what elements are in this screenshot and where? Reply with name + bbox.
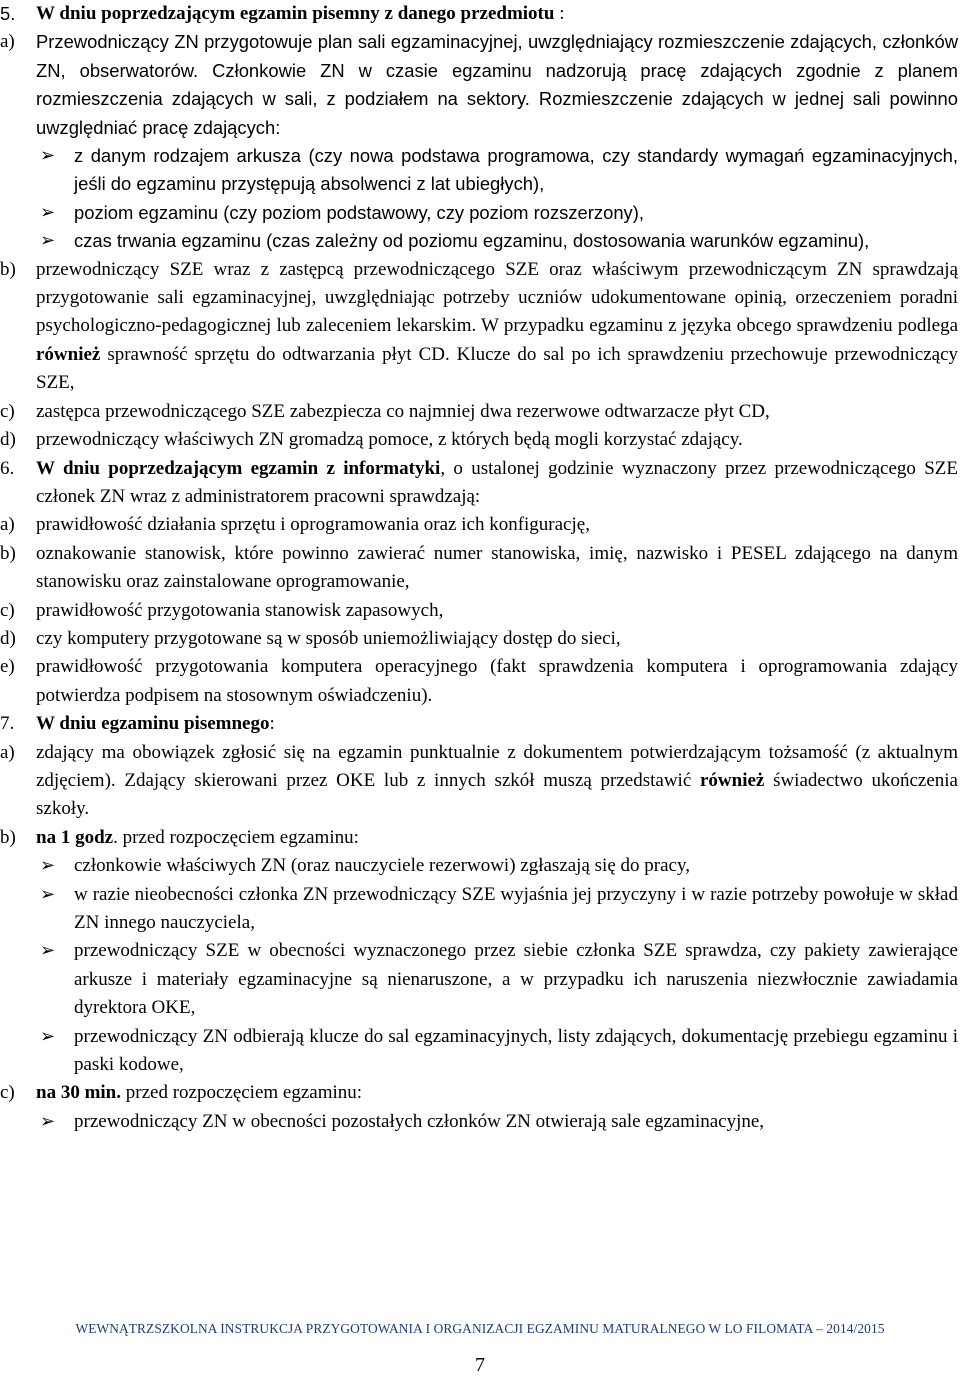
item-text: prawidłowość przygotowania stanowisk zapasowych,: [36, 599, 444, 621]
item-text-part: zdający ma obowiązek zgłosić się na egzamin punktualnie z dokumentem potwierdzającym tożsamość (z aktualnym zdjęciem). Zdający skierowani przez OKE lub z innych szkół muszą przedstawić: [36, 741, 958, 791]
item-label: c): [0, 400, 15, 422]
item-text-part: Rozmieszczenie zdających w jednej sali powinno uwzględniać pracę zdających:: [36, 88, 958, 138]
item-label: d): [0, 627, 16, 649]
item-text-bold: również: [36, 343, 101, 365]
bullet-text: przewodniczący SZE w obecności wyznaczonego przez siebie członka SZE sprawdza, czy pakiety zawierające arkusze i materiały egzaminacyjne są nienaruszone, a w przypadku ich naruszenia niezwłocznie zawiadamia dyrektora OKE,: [74, 940, 958, 1019]
arrowhead-bullet-icon: ➢: [40, 940, 56, 962]
section-7-item-c: [0, 1079, 958, 1107]
section-title: W dniu egzaminu pisemnego: [36, 713, 270, 735]
item-label: e): [0, 656, 15, 678]
item-text-part: przewodniczący SZE wraz z zastępcą przewodniczącego SZE oraz właściwym przewodniczącym ZN sprawdzają przygotowanie sali egzaminacyjnej, uwzględniając potrzeby uczniów udokumentowane opinią, orzeczeniem poradni psychologiczno-pedagogicznej lub zaleceniem lekarskim. W przypadku egzaminu z języka obcego sprawdzeniu podlega: [36, 258, 958, 337]
section-5: [0, 0, 958, 28]
item-label: b): [0, 258, 16, 280]
item-text-part: Przewodniczący ZN przygotowuje plan sali egzaminacyjnej, uwzględniający rozmieszczenie zdających, członków ZN, obserwatorów. Członkowie ZN w czasie egzaminu nadzorują pracę zdających zgodnie z planem rozmieszczenia zdających w sali, z podziałem na sektory.: [36, 31, 958, 110]
item-label: a): [0, 31, 15, 53]
item-text: [36, 28, 958, 142]
item-text-part: przed rozpoczęciem egzaminu:: [121, 1082, 363, 1104]
page-footer: WEWNĄTRZSZKOLNA INSTRUKCJA PRZYGOTOWANIA I ORGANIZACJI EGZAMINU MATURALNEGO W LO FILOMATA – 2014/2015: [75, 1321, 885, 1336]
item-text: czy komputery przygotowane są w sposób uniemożliwiający dostęp do sieci,: [36, 627, 621, 649]
item-text-bold: również: [699, 769, 765, 791]
item-text-bold: na 30 min.: [36, 1082, 121, 1104]
section-number: 7.: [0, 713, 15, 735]
bullet-item: [36, 199, 958, 227]
bullet-text: w razie nieobecności członka ZN przewodniczący SZE wyjaśnia jej przyczyny i w razie potrzeby powołuje w skład ZN innego nauczyciela,: [74, 883, 958, 933]
page-number: 7: [475, 1354, 485, 1376]
item-text: przewodniczący właściwych ZN gromadzą pomoce, z których będą mogli korzystać zdający.: [36, 429, 743, 451]
item-text-part: sprawność sprzętu do odtwarzania płyt CD. Klucze do sal po ich sprawdzeniu przechowuje przewodniczący SZE,: [36, 343, 958, 394]
arrowhead-bullet-icon: ➢: [40, 201, 56, 223]
bullet-text: z danym rodzajem arkusza (czy nowa podstawa programowa, czy standardy wymagań egzaminacyjnych, jeśli do egzaminu przystępują absolwenci z lat ubiegłych),: [74, 145, 958, 195]
section-number: 6.: [0, 457, 15, 479]
section-5-item-a: [0, 28, 958, 142]
bullet-text: przewodniczący ZN w obecności pozostałych członków ZN otwierają sale egzaminacyjne,: [74, 1110, 765, 1132]
item-label: a): [0, 514, 15, 536]
bullet-item: [36, 227, 958, 255]
item-label: c): [0, 599, 15, 621]
arrowhead-bullet-icon: ➢: [40, 230, 56, 252]
item-text: [36, 824, 958, 852]
arrowhead-bullet-icon: ➢: [40, 1110, 56, 1132]
item-text: prawidłowość działania sprzętu i oprogramowania oraz ich konfigurację,: [36, 514, 590, 536]
section-5-item-c: [0, 398, 958, 426]
section-title: W dniu poprzedzającym egzamin pisemny z danego przedmiotu: [36, 3, 555, 24]
section-6-item-c: [0, 597, 958, 625]
section-6-item-e: [0, 653, 958, 710]
bullet-item: [36, 142, 958, 199]
arrowhead-bullet-icon: ➢: [40, 1025, 56, 1047]
section-title: W dniu poprzedzającym egzamin z informatyki: [36, 457, 441, 479]
bullet-text: przewodniczący ZN odbierają klucze do sal egzaminacyjnych, listy zdających, dokumentację przebiegu egzaminu i paski kodowe,: [74, 1025, 958, 1076]
section-title-suffix: :: [554, 3, 565, 24]
arrowhead-bullet-icon: ➢: [40, 883, 56, 905]
section-7: [0, 710, 958, 738]
item-label: d): [0, 429, 16, 451]
item-text: [36, 739, 958, 824]
item-text: zastępca przewodniczącego SZE zabezpiecza co najmniej dwa rezerwowe odtwarzacze płyt CD,: [36, 400, 770, 422]
item-text: [36, 1079, 958, 1107]
section-6-item-d: [0, 625, 958, 653]
section-6: [0, 455, 958, 512]
section-intro: , o ustalonej godzinie wyznaczony przez przewodniczącego SZE członek ZN wraz z administratorem pracowni sprawdzają:: [36, 457, 958, 507]
bullet-item: [36, 1108, 958, 1136]
item-label: b): [0, 542, 16, 564]
section-7-item-b: [0, 824, 958, 852]
arrowhead-bullet-icon: ➢: [40, 855, 56, 877]
bullet-item: [36, 881, 958, 938]
item-text-bold: na 1 godz: [36, 826, 114, 848]
section-7-item-a: [0, 739, 958, 824]
section-6-item-b: [0, 540, 958, 597]
section-heading: [36, 0, 958, 28]
section-5-item-d: [0, 426, 958, 454]
item-label: c): [0, 1082, 15, 1104]
bullet-item: [36, 937, 958, 1022]
bullet-item: [36, 1023, 958, 1080]
item-label: a): [0, 741, 15, 763]
bullet-text: czas trwania egzaminu (czas zależny od poziomu egzaminu, dostosowania warunków egzaminu),: [74, 230, 870, 252]
item-text-part: świadectwo ukończenia szkoły.: [36, 769, 958, 820]
bullet-text: poziom egzaminu (czy poziom podstawowy, czy poziom rozszerzony),: [74, 201, 644, 223]
bullet-text: członkowie właściwych ZN (oraz nauczyciele rezerwowi) zgłaszają się do pracy,: [74, 855, 690, 877]
section-6-item-a: [0, 511, 958, 539]
item-label: b): [0, 826, 16, 848]
section-title-suffix: :: [269, 713, 275, 735]
item-text: oznakowanie stanowisk, które powinno zawierać numer stanowiska, imię, nazwisko i PESEL zdającego na danym stanowisku oraz zainstalowane oprogramowanie,: [36, 542, 958, 593]
item-text: prawidłowość przygotowania komputera operacyjnego (fakt sprawdzenia komputera i oprogramowania zdający potwierdza podpisem na stosownym oświadczeniu).: [36, 656, 958, 706]
section-heading: [36, 710, 958, 738]
section-number: 5.: [0, 3, 16, 24]
section-5-item-b: [0, 256, 958, 398]
item-text-part: . przed rozpoczęciem egzaminu:: [113, 826, 359, 848]
arrowhead-bullet-icon: ➢: [40, 145, 56, 167]
item-text: [36, 256, 958, 398]
bullet-item: [36, 852, 958, 880]
